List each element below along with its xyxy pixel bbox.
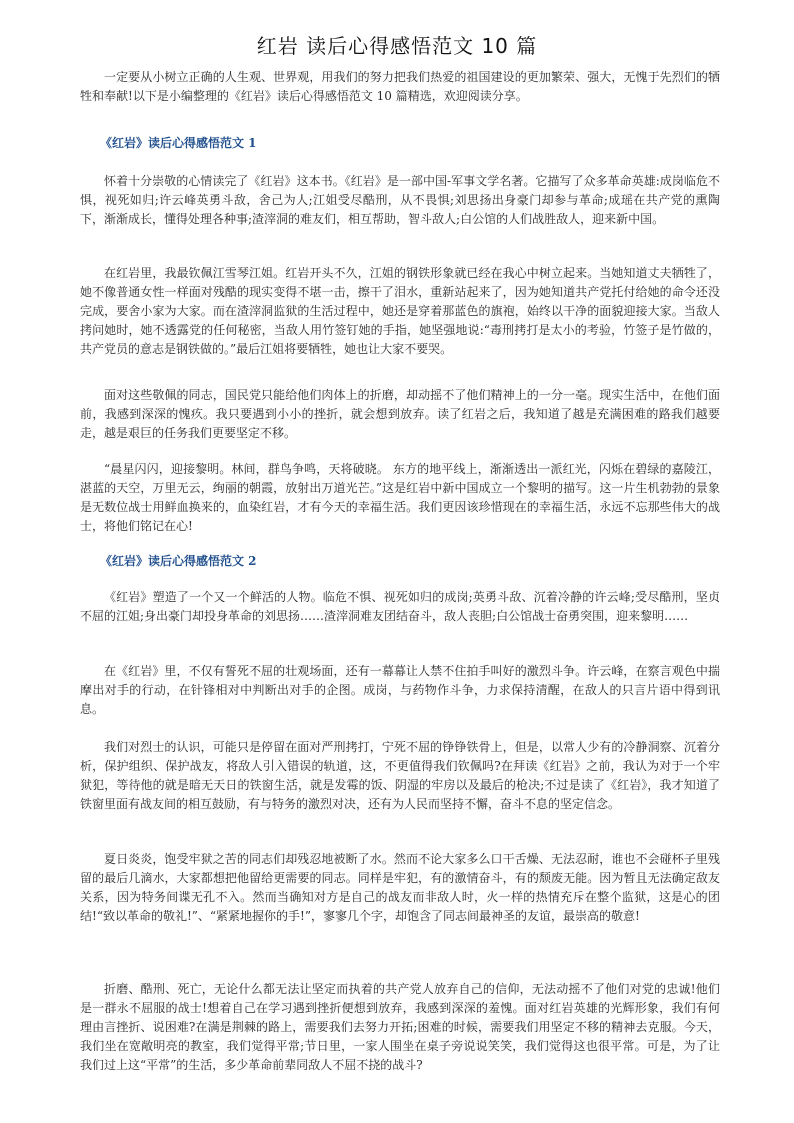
section-heading-2: 《红岩》读后心得感悟范文 2: [100, 554, 257, 568]
section-2-paragraph-4: 夏日炎炎，饱受牢狱之苦的同志们却残忍地被断了水。然而不论大家多么口干舌燥、无法忍耐，谁也不会碰杯子里残留的最后几滴水，大家都想把他留给更需要的同志。同样是牢犯，有的激情奋斗，有的颓废无能。因为暂且无法确定敌友关系，因为特务间谍无孔不入。然而当确知对方是自己的战友而非敌人时，火一样的热情充斥在整个监狱，这是心的团结!“致以革命的敬礼!”、“紧紧地握你的手!”，寥寥几个字，却饱含了同志间最神圣的友谊，最崇高的敬意!: [80, 852, 720, 923]
section-1-paragraph-4: “晨星闪闪，迎接黎明。林间，群鸟争鸣，天将破晓。 东方的地平线上，渐渐透出一派红光，闪烁在碧绿的嘉陵江，湛蓝的天空，万里无云，绚丽的朝霞，放射出万道光芒。”这是红岩中新中国成立一个黎明的描写。这一片生机勃勃的景象是无数位战士用鲜血换来的，血染红岩，才有今天的幸福生活。我们更因该珍惜现在的幸福生活，永远不忘那些伟大的战士，将他们铭记在心!: [80, 462, 720, 533]
section-2-paragraph-3: 我们对烈士的认识，可能只是停留在面对严刑拷打，宁死不屈的铮铮铁骨上，但是，以常人少有的冷静洞察、沉着分析，保护组织、保护战友，将敌人引入错误的轨道，这，不更值得我们钦佩吗?在拜读《红岩》之前，我认为对于一个牢狱犯，等待他的就是暗无天日的铁窗生活，就是发霉的饭、阴湿的牢房以及最后的枪决;不过是读了《红岩》，我才知道了铁窗里面有战友间的相互鼓励，有与特务的激烈对决，还有为人民而坚持不懈，奋斗不息的坚定信念。: [80, 740, 720, 811]
section-2-paragraph-1: 《红岩》塑造了一个又一个鲜活的人物。临危不惧、视死如归的成岗;英勇斗敌、沉着冷静的许云峰;受尽酷刑，坚贞不屈的江姐;身出豪门却投身革命的刘思扬……渣滓洞难友团结奋斗，敌人丧胆;白公馆战士奋勇突围，迎来黎明……: [80, 590, 720, 623]
section-1-paragraph-2: 在红岩里，我最钦佩江雪琴江姐。红岩开头不久，江姐的钢铁形象就已经在我心中树立起来。当她知道丈夫牺牲了，她不像普通女性一样面对残酷的现实变得不堪一击，擦干了泪水，重新站起来了，因为她知道共产党托付给她的命令还没完成，要舍小家为大家。而在渣滓洞监狱的生活过程中，她还是穿着那蓝色的旗袍，始终以干净的面貌迎接大家。当敌人拷问她时，她不透露党的任何秘密，当敌人用竹签钉她的手指，她坚强地说:“毒刑拷打是太小的考验，竹签子是竹做的，共产党员的意志是钢铁做的。”最后江姐将要牺牲，她也让大家不要哭。: [80, 266, 720, 356]
section-1-paragraph-1: 怀着十分崇敬的心情读完了《红岩》这本书。《红岩》是一部中国-军事文学名著。它描写了众多革命英雄:成岗临危不惧，视死如归;许云峰英勇斗敌，舍己为人;江姐受尽酷刑，从不畏惧;刘思扬出身豪门却参与革命;成瑶在共产党的熏陶下，渐渐成长，懂得处理各种事;渣滓洞的难友们，相互帮助，智斗敌人;白公馆的人们战胜敌人，迎来新中国。: [80, 174, 720, 226]
section-2-paragraph-2: 在《红岩》里，不仅有誓死不屈的壮观场面，还有一幕幕让人禁不住拍手叫好的激烈斗争。许云峰，在察言观色中揣摩出对手的行动，在针锋相对中判断出对手的企图。成岗，与药物作斗争，力求保持清醒，在敌人的只言片语中得到讯息。: [80, 664, 720, 716]
intro-paragraph: 一定要从小树立正确的人生观、世界观，用我们的努力把我们热爱的祖国建设的更加繁荣、强大，无愧于先烈们的牺牲和奉献!以下是小编整理的《红岩》读后心得感悟范文 10 篇精选，欢迎阅读分享。: [80, 70, 720, 103]
section-heading-1: 《红岩》读后心得感悟范文 1: [100, 136, 257, 150]
page-title: 红岩 读后心得感悟范文 10 篇: [256, 34, 538, 58]
section-2-paragraph-5: 折磨、酷刑、死亡，无论什么都无法让坚定而执着的共产党人放弃自己的信仰，无法动摇不了他们对党的忠诚!他们是一群永不屈服的战士!想着自己在学习遇到挫折便想到放弃，我感到深深的羞愧。面对红岩英雄的光辉形象，我们有何理由言挫折、说困难?在满是荆棘的路上，需要我们去努力开拓;困难的时候，需要我们用坚定不移的精神去克服。今天，我们坐在宽敞明亮的教室，我们觉得平常;节日里，一家人围坐在桌子旁说说笑笑，我们觉得这也很平常。可是，为了让我们过上这“平常”的生活，多少革命前辈同敌人不屈不挠的战斗?: [80, 982, 720, 1072]
section-1-paragraph-3: 面对这些敬佩的同志，国民党只能给他们肉体上的折磨，却动摇不了他们精神上的一分一毫。现实生活中，在他们面前，我感到深深的愧疚。我只要遇到小小的挫折，就会想到放弃。读了红岩之后，我知道了越是充满困难的路我们越要走，越是艰巨的任务我们更要坚定不移。: [80, 388, 720, 440]
